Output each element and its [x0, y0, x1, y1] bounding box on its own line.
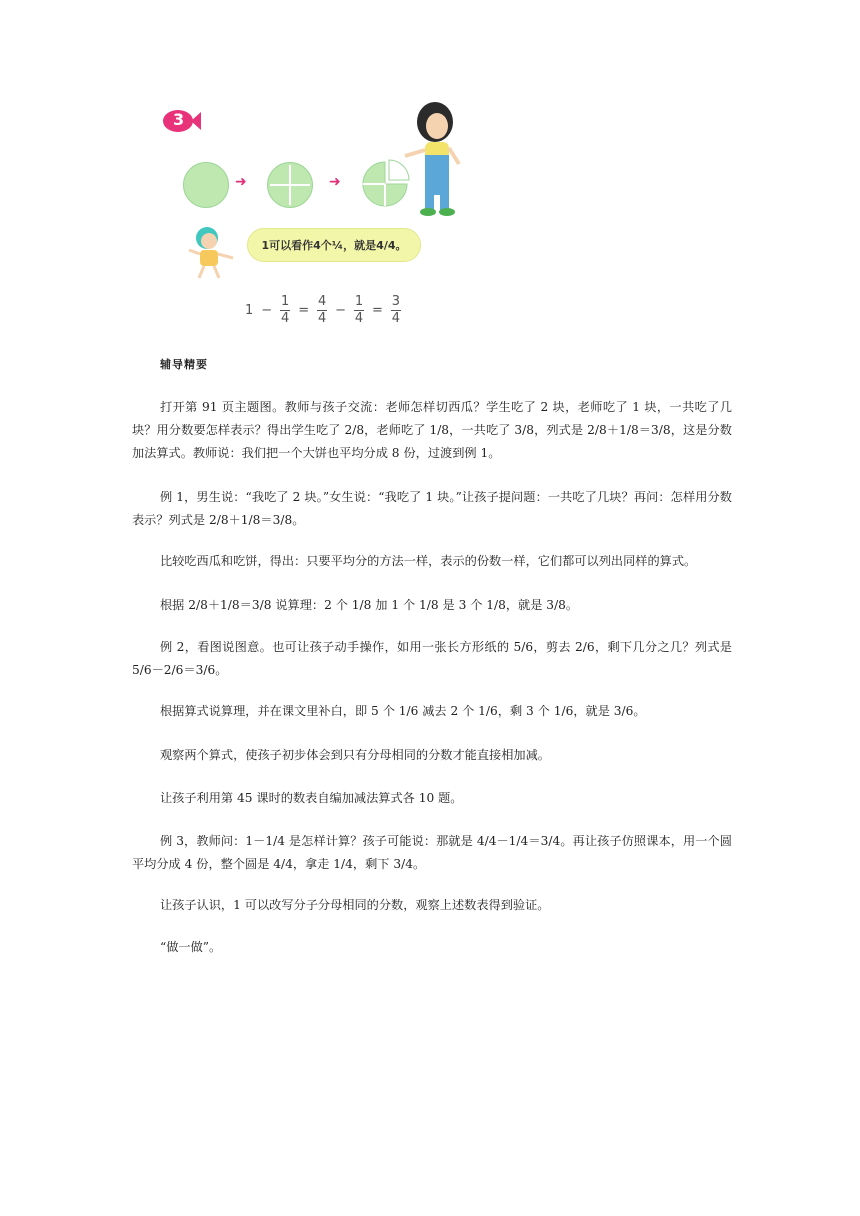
- numerator: 1: [354, 294, 364, 309]
- example-3-illustration: [155, 100, 475, 335]
- paragraph: 让孩子认识，1 可以改写分子分母相同的分数，观察上述数表得到验证。: [160, 898, 550, 912]
- fraction: [354, 295, 364, 326]
- fraction: [391, 295, 401, 326]
- paragraph: 例 1，男生说：“我吃了 2 块。”女生说：“我吃了 1 块。”让孩子提问题：一共吃了几块？再问：怎样用分数表示？列式是 2/8＋1/8＝3/8。: [132, 490, 732, 527]
- numerator: 4: [317, 294, 327, 309]
- quartered-circle: [267, 162, 313, 208]
- equation-op: =: [298, 303, 310, 318]
- denominator: 4: [281, 311, 290, 326]
- paragraph: 例 2，看图说图意。也可让孩子动手操作，如用一张长方形纸的 5/6，剪去 2/6，剩下几分之几？列式是 5/6－2/6＝3/6。: [132, 640, 732, 677]
- equation-op: =: [372, 303, 383, 318]
- denominator: 4: [354, 311, 364, 326]
- arrow-right-icon: ➜: [329, 174, 341, 190]
- fraction: [280, 295, 290, 326]
- example-number-badge: [161, 106, 201, 136]
- speech-bubble: [247, 228, 421, 262]
- numerator: 1: [281, 294, 290, 309]
- paragraph: 打开第 91 页主题图。教师与孩子交流：老师怎样切西瓜？学生吃了 2 块，老师吃了 1 块，一共吃了几块？用分数要怎样表示？得出学生吃了 2/8，老师吃了 1/8，一共吃了 3/8，列式是 2/8＋1/8＝3/8，这是分数加法算式。教师说：我们把一个大饼也平均分成 8 份，过渡到例 1。: [132, 400, 732, 460]
- teacher-illustration: [395, 100, 475, 218]
- arrow-right-icon: ➜: [235, 174, 247, 190]
- quarter-lines-icon: [268, 163, 312, 207]
- example-number: 3: [173, 110, 185, 129]
- paragraph: “做一做”。: [160, 940, 222, 954]
- paragraph: 根据 2/8＋1/8＝3/8 说算理：2 个 1/8 加 1 个 1/8 是 3 个 1/8，就是 3/8。: [160, 598, 579, 612]
- paragraph: 例 3，教师问：1－1/4 是怎样计算？孩子可能说：那就是 4/4－1/4＝3/4。再让孩子仿照课本，用一个圆平均分成 4 份，整个圆是 4/4，拿走 1/4，剩下 3/4。: [132, 834, 732, 871]
- equation-op: −: [335, 303, 346, 318]
- fraction: [317, 295, 327, 326]
- denominator: 4: [317, 311, 327, 326]
- equation: [245, 295, 401, 326]
- equation-op: −: [261, 303, 273, 318]
- paragraph: 根据算式说算理，并在课文里补白，即 5 个 1/6 减去 2 个 1/6，剩 3 个 1/6，就是 3/6。: [160, 704, 646, 718]
- paragraph: 比较吃西瓜和吃饼，得出：只要平均分的方法一样，表示的份数一样，它们都可以列出同样的算式。: [160, 554, 697, 568]
- paragraph: 让孩子利用第 45 课时的数表自编加减法算式各 10 题。: [160, 791, 463, 805]
- child-illustration: [185, 224, 239, 284]
- whole-circle: [183, 162, 229, 208]
- numerator: 3: [391, 294, 401, 309]
- speech-bubble-text: 1可以看作4个¼，就是4/4。: [261, 239, 407, 252]
- section-heading: 辅导精要: [160, 358, 208, 371]
- equation-lead: 1: [245, 303, 254, 318]
- paragraph: 观察两个算式，使孩子初步体会到只有分母相同的分数才能直接相加减。: [160, 748, 550, 762]
- denominator: 4: [391, 311, 401, 326]
